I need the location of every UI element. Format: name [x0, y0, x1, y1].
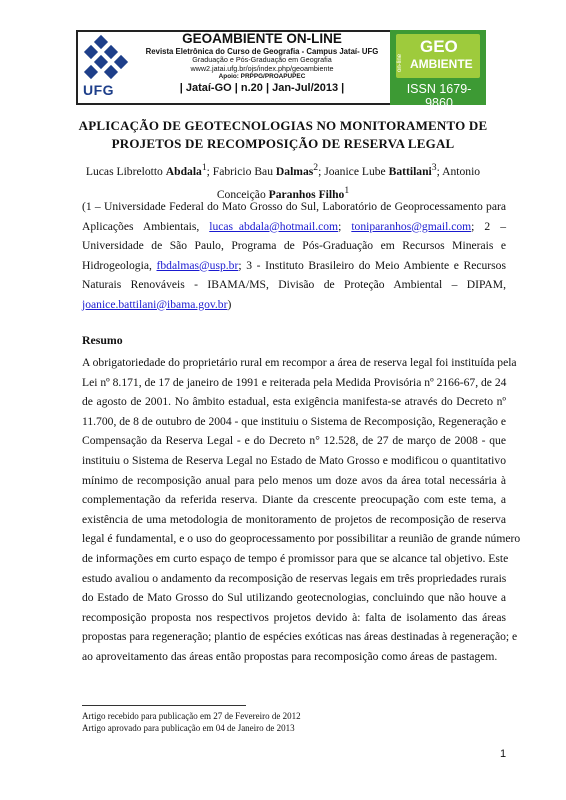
affil-text-4: )	[227, 297, 232, 311]
author-2-first: ; Fabricio Bau	[206, 164, 276, 178]
article-title-line2: PROJETOS DE RECOMPOSIÇÃO DE RESERVA LEGAL	[111, 136, 455, 151]
journal-url[interactable]: www2.jatai.ufg.br/ojs/index.php/geoambiente	[190, 63, 334, 73]
email-link-paranhos[interactable]: toniparanhos@gmail.com	[351, 219, 472, 233]
footnote-received: Artigo recebido para publicação em 27 de Fevereiro de 2012	[82, 711, 301, 721]
author-1-sup: 1	[201, 162, 207, 173]
journal-support: Apoio: PRPPG/PROAPUPEC	[218, 73, 306, 80]
resumo-line: mínimo de recomposição anual para pelo menos um doze avos da área total necessária à	[82, 473, 506, 487]
resumo-line: propostas para regeneração; plantio de espécies exóticas nas áreas destinadas à regeneração; e	[82, 630, 518, 644]
email-link-dalmas[interactable]: fbdalmas@usp.br	[156, 258, 239, 272]
resumo-line: de agosto de 2001. No âmbito estadual, esta exigência manifesta-se através do Decreto nº	[82, 395, 506, 409]
affil-text-2: ; 2 – Universidade de São Paulo, Programa de Pós-Graduação em Recursos Minerais e Hidrogeologia,	[82, 219, 506, 272]
author-4-first: ; Antonio	[436, 164, 481, 178]
author-2-sup: 2	[313, 162, 319, 173]
resumo-line: A obrigatoriedade do proprietário rural em recompor a área de reserva legal foi instituída pela	[82, 356, 517, 369]
affil-sep: ;	[338, 219, 352, 233]
journal-subtitle: Revista Eletrônica do Curso de Geografia - Campus Jataí- UFG	[145, 47, 379, 56]
resumo-line: estudo avaliou o andamento da recomposição de reservas legais em três propriedades rurais	[82, 571, 507, 585]
footnotes	[82, 710, 301, 734]
resumo-line: instituiu o Sistema de Reserva Legal no Estado de Mato Grosso e modificou o quantitativo	[82, 453, 506, 467]
ufg-logo-text: UFG	[83, 82, 115, 98]
geoambiente-logo-geo: GEO	[420, 37, 458, 56]
page-number: 1	[500, 748, 507, 760]
geoambiente-logo-ambiente: AMBIENTE	[410, 57, 473, 71]
resumo-line: Compensação da Reserva Legal - e do Decreto n° 12.528, de 27 de março de 2008 - que	[82, 434, 506, 448]
journal-issue: | Jataí-GO | n.20 | Jan-Jul/2013 |	[179, 82, 345, 94]
resumo-line: de informações em curto espaço de tempo é promissor para que se alcance tal objetivo. Este	[82, 551, 509, 565]
footnote-approved: Artigo aprovado para publicação em 04 de Janeiro de 2013	[82, 723, 295, 733]
author-2-last: Dalmas	[275, 164, 314, 178]
affiliations	[82, 197, 506, 314]
resumo-line: legal é fundamental, e o uso do geoprocessamento por possibilitar a reunião de grande número	[82, 532, 521, 546]
author-4-last: Paranhos Filho	[268, 187, 345, 201]
resumo-line: existência de uma metodologia de monitoramento de projetos de recomposição de reserva	[82, 512, 506, 526]
resumo-line: recomposição proposta nos respectivos projetos devido à: falta de isolamento das áreas	[82, 610, 506, 624]
journal-program: Graduação e Pós-Graduação em Geografia	[192, 55, 332, 64]
author-3-sup: 3	[431, 162, 437, 173]
affil-text-3: ; 3 - Instituto Brasileiro do Meio Ambiente e Recursos Naturais Renováveis - IBAMA/MS, Divisão de Proteção Ambiental – DIPAM,	[82, 258, 506, 291]
resumo-line: 11.700, de 8 de outubro de 2004 - que instituiu o Sistema de Recomposição, Regeneração e	[82, 414, 506, 428]
affil-text-1: (1 – Universidade Federal do Mato Grosso do Sul, Laboratório de Geoprocessamento para Aplicações Ambientais,	[82, 200, 506, 233]
resumo-line: do Estado de Mato Grosso do Sul utilizando geotecnologias, concluindo que não houve a	[82, 591, 506, 605]
author-4-sup: 1	[344, 184, 350, 196]
author-3-first: ; Joanice Lube	[318, 164, 389, 178]
geoambiente-logo-online: on-line	[397, 53, 403, 72]
email-link-abdala[interactable]: lucas_abdala@hotmail.com	[209, 219, 339, 233]
footnote-divider	[82, 705, 246, 706]
resumo-line: Lei nº 8.171, de 17 de janeiro de 1991 e reiterada pela Medida Provisória nº 2166-67, de 24	[82, 375, 507, 389]
author-1-first: Lucas Librelotto	[85, 164, 166, 178]
journal-title: GEOAMBIENTE ON-LINE	[182, 31, 342, 46]
author-4-first-cont: Conceição	[216, 187, 269, 201]
resumo-heading: Resumo	[82, 333, 123, 347]
email-link-battilani[interactable]: joanice.battilani@ibama.gov.br	[82, 297, 228, 311]
resumo-line: complementação da referida reserva. Diante da crescente preocupação com este tema, a	[82, 493, 506, 507]
article-title	[60, 117, 506, 153]
resumo-line: ao aproveitamento das áreas então propostas para recomposição como áreas de pastagem.	[82, 649, 498, 663]
author-3-last: Battilani	[388, 164, 432, 178]
journal-header-text	[132, 30, 392, 95]
article-title-line1: APLICAÇÃO DE GEOTECNOLOGIAS NO MONITORAMENTO DE	[78, 118, 488, 133]
resumo-body	[82, 353, 521, 667]
issn-label: ISSN 1679-9860	[406, 82, 472, 110]
author-1-last: Abdala	[165, 164, 202, 178]
